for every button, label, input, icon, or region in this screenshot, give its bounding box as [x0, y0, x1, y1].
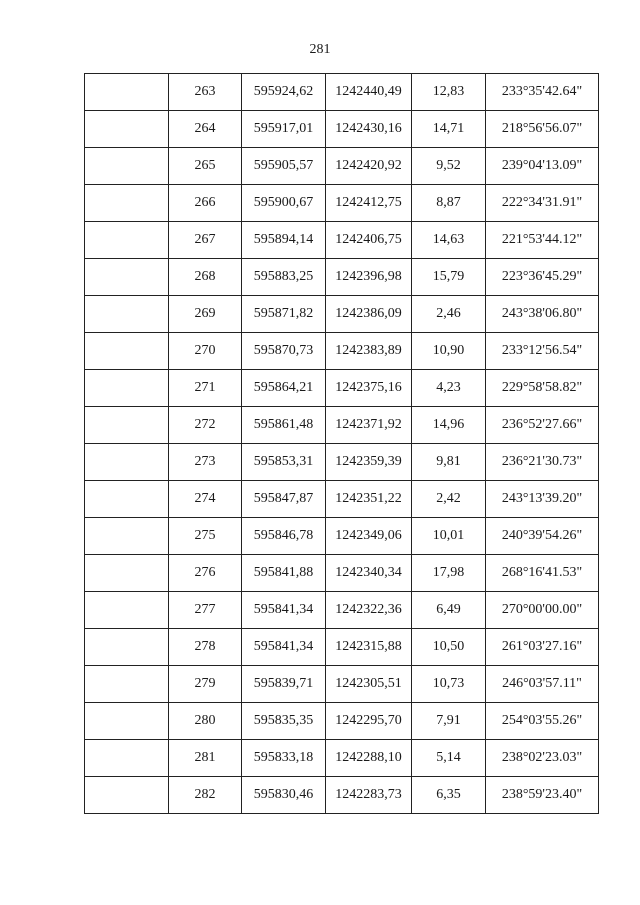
point-number-cell	[169, 74, 242, 111]
direction-angle-cell-text: 268°16'41.53"	[501, 565, 583, 580]
table-row	[85, 370, 599, 407]
row-label-cell-text	[85, 148, 168, 159]
distance-cell	[412, 185, 486, 222]
y-coordinate-cell-text: 1242351,22	[335, 491, 402, 506]
y-coordinate-cell	[326, 333, 412, 370]
distance-cell-text: 6,49	[436, 602, 461, 617]
x-coordinate-cell	[242, 777, 326, 814]
x-coordinate-cell-text: 595917,01	[253, 121, 314, 136]
row-label-cell-text	[85, 666, 168, 677]
direction-angle-cell-text: 238°59'23.40"	[501, 787, 583, 802]
x-coordinate-cell-text: 595864,21	[253, 380, 314, 395]
point-number-cell-text: 266	[194, 195, 216, 210]
distance-cell-text: 8,87	[436, 195, 461, 210]
point-number-cell-text: 270	[194, 343, 216, 358]
point-number-cell-text: 278	[194, 639, 216, 654]
distance-cell-text: 2,42	[436, 491, 461, 506]
distance-cell-text: 5,14	[436, 750, 461, 765]
point-number-cell	[169, 407, 242, 444]
y-coordinate-cell	[326, 370, 412, 407]
point-number-cell-text: 281	[194, 750, 216, 765]
distance-cell-text: 17,98	[432, 565, 465, 580]
row-label-cell-text	[85, 703, 168, 714]
y-coordinate-cell	[326, 444, 412, 481]
point-number-cell-text: 264	[194, 121, 216, 136]
direction-angle-cell	[486, 740, 599, 777]
row-label-cell	[85, 703, 169, 740]
point-number-cell	[169, 703, 242, 740]
x-coordinate-cell	[242, 444, 326, 481]
direction-angle-cell-text: 229°58'58.82"	[501, 380, 583, 395]
distance-cell	[412, 629, 486, 666]
row-label-cell-text	[85, 222, 168, 233]
row-label-cell	[85, 740, 169, 777]
direction-angle-cell	[486, 296, 599, 333]
point-number-cell	[169, 592, 242, 629]
x-coordinate-cell-text: 595853,31	[253, 454, 314, 469]
row-label-cell	[85, 444, 169, 481]
direction-angle-cell	[486, 666, 599, 703]
point-number-cell-text: 282	[194, 787, 216, 802]
direction-angle-cell	[486, 111, 599, 148]
x-coordinate-cell-text: 595894,14	[253, 232, 314, 247]
point-number-cell	[169, 518, 242, 555]
direction-angle-cell	[486, 148, 599, 185]
point-number-cell	[169, 740, 242, 777]
direction-angle-cell-text: 223°36'45.29"	[501, 269, 583, 284]
point-number-cell	[169, 370, 242, 407]
y-coordinate-cell-text: 1242386,09	[335, 306, 402, 321]
row-label-cell-text	[85, 592, 168, 603]
distance-cell	[412, 703, 486, 740]
direction-angle-cell-text: 240°39'54.26"	[501, 528, 583, 543]
x-coordinate-cell-text: 595900,67	[253, 195, 314, 210]
distance-cell	[412, 777, 486, 814]
distance-cell	[412, 407, 486, 444]
distance-cell	[412, 222, 486, 259]
row-label-cell	[85, 629, 169, 666]
x-coordinate-cell	[242, 407, 326, 444]
direction-angle-cell	[486, 259, 599, 296]
y-coordinate-cell	[326, 666, 412, 703]
direction-angle-cell	[486, 592, 599, 629]
y-coordinate-cell	[326, 555, 412, 592]
direction-angle-cell	[486, 629, 599, 666]
row-label-cell-text	[85, 481, 168, 492]
y-coordinate-cell-text: 1242340,34	[335, 565, 402, 580]
direction-angle-cell-text: 246°03'57.11"	[502, 676, 582, 691]
distance-cell	[412, 740, 486, 777]
point-number-cell	[169, 555, 242, 592]
y-coordinate-cell-text: 1242371,92	[335, 417, 402, 432]
row-label-cell	[85, 407, 169, 444]
point-number-cell-text: 271	[194, 380, 216, 395]
x-coordinate-cell	[242, 629, 326, 666]
row-label-cell-text	[85, 555, 168, 566]
x-coordinate-cell	[242, 518, 326, 555]
y-coordinate-cell	[326, 592, 412, 629]
table-row	[85, 777, 599, 814]
page-number: 281	[309, 42, 331, 57]
table-row	[85, 296, 599, 333]
table-row	[85, 74, 599, 111]
point-number-cell-text: 277	[194, 602, 216, 617]
point-number-cell-text: 269	[194, 306, 216, 321]
y-coordinate-cell-text: 1242315,88	[335, 639, 402, 654]
point-number-cell-text: 273	[194, 454, 216, 469]
y-coordinate-cell	[326, 481, 412, 518]
table-row	[85, 333, 599, 370]
direction-angle-cell-text: 236°52'27.66"	[501, 417, 583, 432]
distance-cell-text: 9,81	[436, 454, 461, 469]
row-label-cell-text	[85, 407, 168, 418]
direction-angle-cell-text: 270°00'00.00"	[501, 602, 583, 617]
table-row	[85, 703, 599, 740]
x-coordinate-cell-text: 595861,48	[253, 417, 314, 432]
y-coordinate-cell-text: 1242359,39	[335, 454, 402, 469]
distance-cell-text: 2,46	[436, 306, 461, 321]
row-label-cell	[85, 296, 169, 333]
distance-cell	[412, 148, 486, 185]
y-coordinate-cell-text: 1242406,75	[335, 232, 402, 247]
x-coordinate-cell	[242, 259, 326, 296]
point-number-cell	[169, 481, 242, 518]
y-coordinate-cell	[326, 185, 412, 222]
point-number-cell	[169, 296, 242, 333]
direction-angle-cell-text: 243°38'06.80"	[501, 306, 583, 321]
direction-angle-cell-text: 222°34'31.91"	[501, 195, 583, 210]
x-coordinate-cell-text: 595841,34	[253, 639, 314, 654]
row-label-cell-text	[85, 259, 168, 270]
x-coordinate-cell	[242, 666, 326, 703]
point-number-cell	[169, 259, 242, 296]
distance-cell-text: 14,71	[432, 121, 465, 136]
row-label-cell	[85, 111, 169, 148]
distance-cell	[412, 518, 486, 555]
table-row	[85, 518, 599, 555]
point-number-cell	[169, 444, 242, 481]
point-number-cell-text: 265	[194, 158, 216, 173]
coordinates-table	[84, 73, 599, 814]
x-coordinate-cell-text: 595883,25	[253, 269, 314, 284]
distance-cell-text: 10,73	[432, 676, 465, 691]
point-number-cell-text: 268	[194, 269, 216, 284]
distance-cell-text: 14,96	[432, 417, 465, 432]
direction-angle-cell	[486, 518, 599, 555]
distance-cell-text: 15,79	[432, 269, 465, 284]
y-coordinate-cell-text: 1242305,51	[335, 676, 402, 691]
point-number-cell	[169, 629, 242, 666]
y-coordinate-cell	[326, 74, 412, 111]
table-row	[85, 185, 599, 222]
y-coordinate-cell-text: 1242322,36	[335, 602, 402, 617]
table-row	[85, 666, 599, 703]
table-row	[85, 592, 599, 629]
x-coordinate-cell-text: 595905,57	[253, 158, 314, 173]
y-coordinate-cell-text: 1242383,89	[335, 343, 402, 358]
direction-angle-cell	[486, 185, 599, 222]
table-row	[85, 259, 599, 296]
x-coordinate-cell	[242, 185, 326, 222]
row-label-cell	[85, 777, 169, 814]
direction-angle-cell-text: 221°53'44.12"	[501, 232, 583, 247]
direction-angle-cell-text: 254°03'55.26"	[501, 713, 583, 728]
row-label-cell	[85, 592, 169, 629]
point-number-cell-text: 276	[194, 565, 216, 580]
row-label-cell-text	[85, 740, 168, 751]
x-coordinate-cell	[242, 740, 326, 777]
x-coordinate-cell	[242, 148, 326, 185]
y-coordinate-cell-text: 1242412,75	[335, 195, 402, 210]
y-coordinate-cell	[326, 296, 412, 333]
x-coordinate-cell	[242, 370, 326, 407]
direction-angle-cell-text: 261°03'27.16"	[501, 639, 583, 654]
point-number-cell-text: 263	[194, 84, 216, 99]
row-label-cell	[85, 74, 169, 111]
direction-angle-cell-text: 238°02'23.03"	[501, 750, 583, 765]
point-number-cell-text: 280	[194, 713, 216, 728]
row-label-cell	[85, 148, 169, 185]
distance-cell-text: 10,50	[432, 639, 465, 654]
direction-angle-cell	[486, 74, 599, 111]
y-coordinate-cell-text: 1242396,98	[335, 269, 402, 284]
direction-angle-cell-text: 243°13'39.20"	[501, 491, 583, 506]
x-coordinate-cell-text: 595841,34	[253, 602, 314, 617]
distance-cell	[412, 555, 486, 592]
point-number-cell-text: 274	[194, 491, 216, 506]
table-row	[85, 555, 599, 592]
y-coordinate-cell	[326, 148, 412, 185]
y-coordinate-cell	[326, 259, 412, 296]
y-coordinate-cell-text: 1242349,06	[335, 528, 402, 543]
row-label-cell	[85, 518, 169, 555]
x-coordinate-cell-text: 595924,62	[253, 84, 314, 99]
distance-cell-text: 4,23	[436, 380, 461, 395]
direction-angle-cell	[486, 333, 599, 370]
x-coordinate-cell	[242, 74, 326, 111]
x-coordinate-cell-text: 595846,78	[253, 528, 314, 543]
distance-cell	[412, 666, 486, 703]
y-coordinate-cell-text: 1242420,92	[335, 158, 402, 173]
direction-angle-cell	[486, 407, 599, 444]
row-label-cell-text	[85, 370, 168, 381]
point-number-cell	[169, 333, 242, 370]
x-coordinate-cell	[242, 296, 326, 333]
row-label-cell-text	[85, 111, 168, 122]
point-number-cell	[169, 222, 242, 259]
distance-cell-text: 7,91	[436, 713, 461, 728]
row-label-cell	[85, 333, 169, 370]
direction-angle-cell-text: 233°12'56.54"	[501, 343, 583, 358]
x-coordinate-cell-text: 595870,73	[253, 343, 314, 358]
point-number-cell	[169, 185, 242, 222]
distance-cell-text: 10,90	[432, 343, 465, 358]
point-number-cell	[169, 777, 242, 814]
row-label-cell-text	[85, 777, 168, 788]
y-coordinate-cell-text: 1242283,73	[335, 787, 402, 802]
x-coordinate-cell	[242, 592, 326, 629]
y-coordinate-cell	[326, 703, 412, 740]
x-coordinate-cell-text: 595841,88	[253, 565, 314, 580]
distance-cell	[412, 333, 486, 370]
row-label-cell-text	[85, 333, 168, 344]
table-row	[85, 481, 599, 518]
row-label-cell-text	[85, 444, 168, 455]
distance-cell-text: 10,01	[432, 528, 465, 543]
row-label-cell-text	[85, 296, 168, 307]
distance-cell	[412, 111, 486, 148]
distance-cell-text: 12,83	[432, 84, 465, 99]
x-coordinate-cell	[242, 111, 326, 148]
row-label-cell	[85, 481, 169, 518]
y-coordinate-cell-text: 1242440,49	[335, 84, 402, 99]
row-label-cell	[85, 370, 169, 407]
point-number-cell-text: 272	[194, 417, 216, 432]
row-label-cell-text	[85, 629, 168, 640]
y-coordinate-cell	[326, 222, 412, 259]
y-coordinate-cell-text: 1242295,70	[335, 713, 402, 728]
point-number-cell	[169, 111, 242, 148]
direction-angle-cell	[486, 444, 599, 481]
table-row	[85, 148, 599, 185]
x-coordinate-cell	[242, 555, 326, 592]
x-coordinate-cell-text: 595833,18	[253, 750, 314, 765]
y-coordinate-cell	[326, 407, 412, 444]
table-row	[85, 740, 599, 777]
direction-angle-cell	[486, 555, 599, 592]
y-coordinate-cell	[326, 740, 412, 777]
direction-angle-cell-text: 236°21'30.73"	[501, 454, 583, 469]
x-coordinate-cell	[242, 333, 326, 370]
point-number-cell-text: 279	[194, 676, 216, 691]
table-row	[85, 111, 599, 148]
x-coordinate-cell-text: 595871,82	[253, 306, 314, 321]
direction-angle-cell-text: 239°04'13.09"	[501, 158, 583, 173]
point-number-cell	[169, 666, 242, 703]
distance-cell	[412, 370, 486, 407]
x-coordinate-cell-text: 595835,35	[253, 713, 314, 728]
y-coordinate-cell	[326, 629, 412, 666]
row-label-cell	[85, 555, 169, 592]
distance-cell	[412, 444, 486, 481]
y-coordinate-cell	[326, 518, 412, 555]
row-label-cell	[85, 259, 169, 296]
distance-cell-text: 9,52	[436, 158, 461, 173]
row-label-cell	[85, 222, 169, 259]
y-coordinate-cell	[326, 777, 412, 814]
distance-cell-text: 6,35	[436, 787, 461, 802]
y-coordinate-cell-text: 1242288,10	[335, 750, 402, 765]
x-coordinate-cell	[242, 222, 326, 259]
point-number-cell-text: 275	[194, 528, 216, 543]
distance-cell-text: 14,63	[432, 232, 465, 247]
x-coordinate-cell-text: 595830,46	[253, 787, 314, 802]
y-coordinate-cell-text: 1242375,16	[335, 380, 402, 395]
direction-angle-cell	[486, 222, 599, 259]
row-label-cell	[85, 185, 169, 222]
y-coordinate-cell	[326, 111, 412, 148]
x-coordinate-cell	[242, 481, 326, 518]
row-label-cell-text	[85, 185, 168, 196]
direction-angle-cell-text: 218°56'56.07"	[501, 121, 583, 136]
row-label-cell-text	[85, 518, 168, 529]
direction-angle-cell	[486, 777, 599, 814]
point-number-cell	[169, 148, 242, 185]
direction-angle-cell	[486, 481, 599, 518]
point-number-cell-text: 267	[194, 232, 216, 247]
direction-angle-cell	[486, 370, 599, 407]
distance-cell	[412, 74, 486, 111]
distance-cell	[412, 481, 486, 518]
table-row	[85, 222, 599, 259]
x-coordinate-cell-text: 595847,87	[253, 491, 314, 506]
distance-cell	[412, 296, 486, 333]
distance-cell	[412, 259, 486, 296]
table-row	[85, 407, 599, 444]
x-coordinate-cell-text: 595839,71	[253, 676, 314, 691]
y-coordinate-cell-text: 1242430,16	[335, 121, 402, 136]
direction-angle-cell	[486, 703, 599, 740]
table-row	[85, 444, 599, 481]
distance-cell	[412, 592, 486, 629]
direction-angle-cell-text: 233°35'42.64"	[501, 84, 583, 99]
row-label-cell	[85, 666, 169, 703]
table-row	[85, 629, 599, 666]
x-coordinate-cell	[242, 703, 326, 740]
row-label-cell-text	[85, 74, 168, 85]
